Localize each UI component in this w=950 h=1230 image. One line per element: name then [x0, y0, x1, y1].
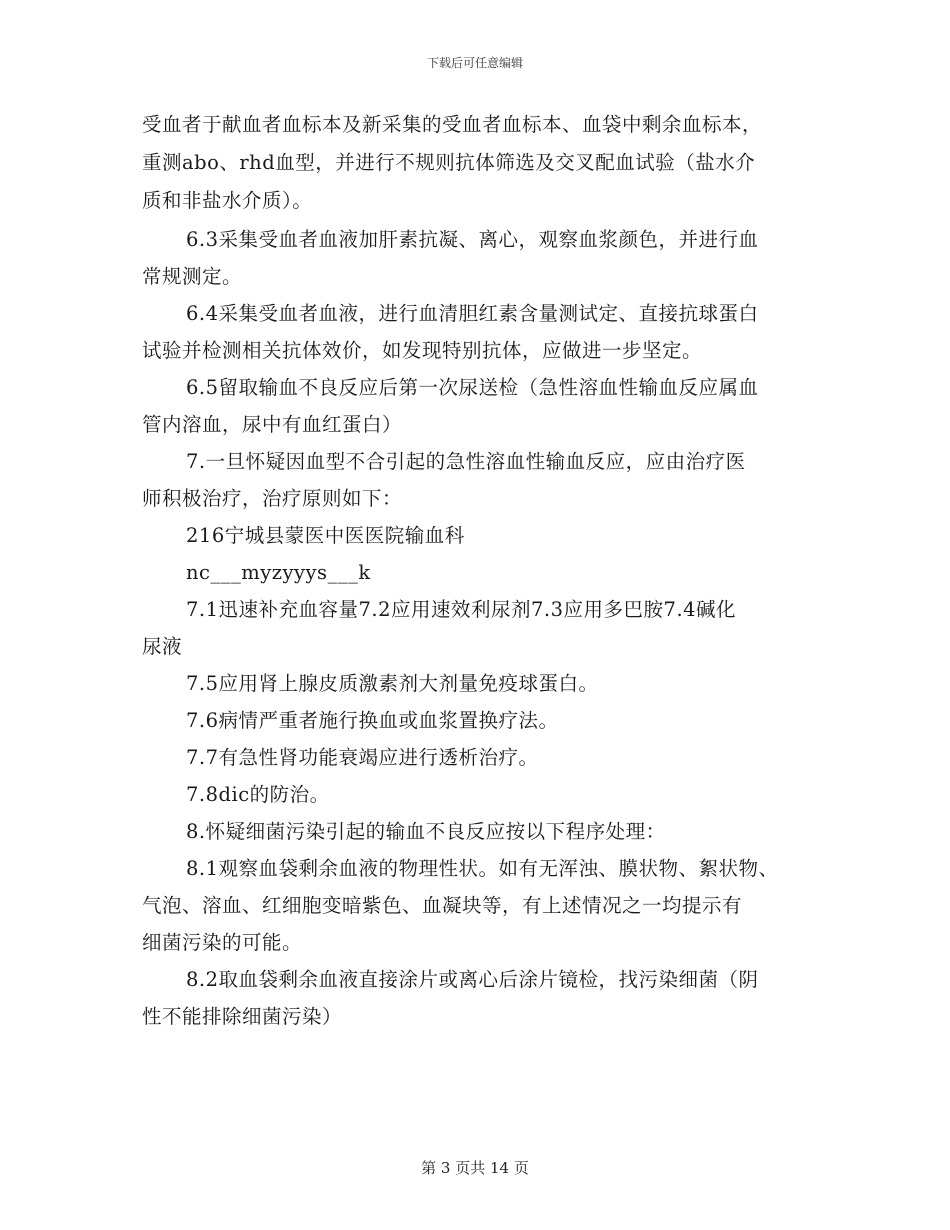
text-line: 管内溶血，尿中有血红蛋白） — [142, 413, 403, 436]
text-line: 7.6病情严重者施行换血或血浆置换疗法。 — [186, 709, 559, 732]
text-line: 6.4采集受血者血液，进行血清胆红素含量测试定、直接抗球蛋白 — [186, 302, 759, 325]
text-line: 性不能排除细菌污染） — [142, 1005, 343, 1028]
text-line: 常规测定。 — [142, 265, 243, 288]
text-line: 8.怀疑细菌污染引起的输血不良反应按以下程序处理： — [186, 820, 666, 843]
text-line: 细菌污染的可能。 — [142, 931, 303, 954]
text-line: 7.7有急性肾功能衰竭应进行透析治疗。 — [186, 746, 539, 769]
text-line: 尿液 — [142, 635, 183, 658]
text-line: 质和非盐水介质）。 — [142, 189, 313, 212]
text-line: 师积极治疗，治疗原则如下： — [142, 487, 403, 510]
text-line: 7.8dic的防治。 — [186, 783, 330, 806]
text-line: 受血者于献血者血标本及新采集的受血者血标本、血袋中剩余血标本， — [142, 113, 763, 136]
text-line: 6.5留取输血不良反应后第一次尿送检（急性溶血性输血反应属血 — [186, 376, 759, 399]
text-line: 6.3采集受血者血液加肝素抗凝、离心，观察血浆颜色，并进行血 — [186, 228, 759, 251]
text-line: nc___myzyyys___k — [186, 561, 371, 584]
text-line: 气泡、溶血、红细胞变暗紫色、血凝块等，有上述情况之一均提示有 — [142, 894, 743, 917]
page-footer: 第 3 页共 14 页 — [421, 1159, 529, 1177]
text-line: 7.5应用肾上腺皮质激素剂大剂量免疫球蛋白。 — [186, 672, 599, 695]
text-line: 试验并检测相关抗体效价，如发现特别抗体，应做进一步坚定。 — [142, 339, 703, 362]
text-line: 7.一旦怀疑因血型不合引起的急性溶血性输血反应，应由治疗医 — [186, 450, 746, 473]
page-header: 下载后可任意编辑 — [426, 56, 523, 70]
text-line: 216宁城县蒙医中医医院输血科 — [186, 524, 465, 547]
text-line: 7.1迅速补充血容量7.2应用速效利尿剂7.3应用多巴胺7.4碱化 — [186, 598, 737, 621]
text-line: 8.1观察血袋剩余血液的物理性状。如有无浑浊、膜状物、絮状物、 — [186, 857, 779, 880]
text-line: 8.2取血袋剩余血液直接涂片或离心后涂片镜检，找污染细菌（阴 — [186, 968, 759, 991]
text-line: 重测abo、rhd血型，并进行不规则抗体筛选及交叉配血试验（盐水介 — [142, 151, 756, 174]
